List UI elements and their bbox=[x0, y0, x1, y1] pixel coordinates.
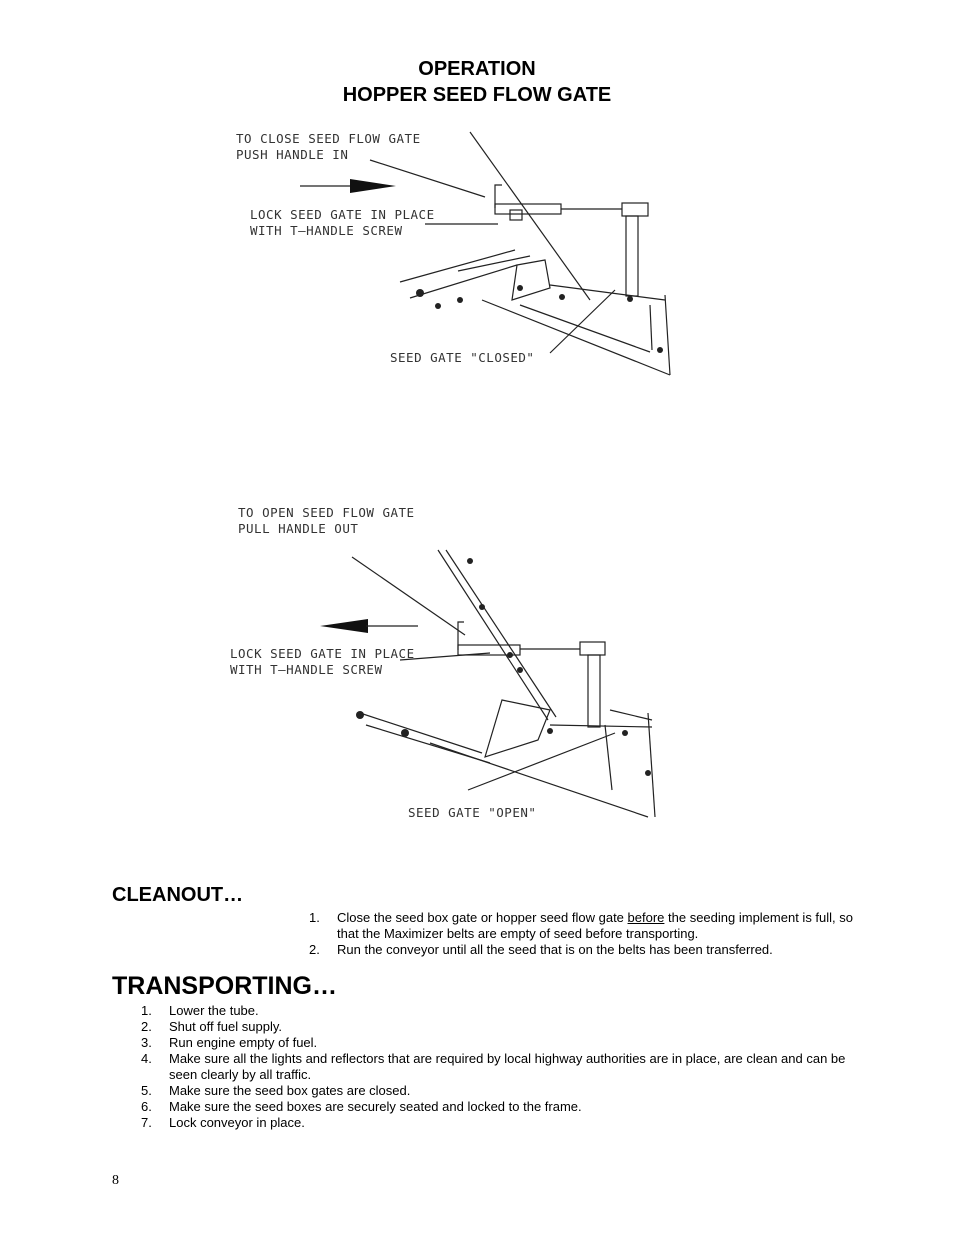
list-item-text: the seeding implement is full, so that the Maximizer belts are empty of seed before transporting. bbox=[337, 910, 854, 941]
hopper-mechanism-closed bbox=[370, 132, 670, 375]
pull-arrow-icon bbox=[320, 619, 418, 633]
list-item-number: 1. bbox=[309, 910, 320, 925]
list-item-number: 4. bbox=[141, 1051, 152, 1066]
fig2-open-label-line1: TO OPEN SEED FLOW GATE bbox=[238, 505, 415, 520]
fig2-lock-label-line1: LOCK SEED GATE IN PLACE bbox=[230, 646, 415, 661]
list-item-text: Make sure the seed box gates are closed. bbox=[169, 1083, 411, 1098]
list-item-text: Lock conveyor in place. bbox=[169, 1115, 305, 1130]
fig2-lock-label-line2: WITH T—HANDLE SCREW bbox=[230, 662, 383, 677]
list-item bbox=[141, 1019, 861, 1035]
list-item-text: Lower the tube. bbox=[169, 1003, 259, 1018]
fig1-close-label-line1: TO CLOSE SEED FLOW GATE bbox=[236, 131, 421, 146]
fig1-close-label-line2: PUSH HANDLE IN bbox=[236, 147, 349, 162]
list-item bbox=[141, 1083, 861, 1099]
list-item bbox=[309, 942, 857, 958]
page-number: 8 bbox=[112, 1173, 119, 1188]
list-item-number: 3. bbox=[141, 1035, 152, 1050]
cleanout-list bbox=[309, 910, 857, 958]
fig1-lock-label-line2: WITH T—HANDLE SCREW bbox=[250, 223, 403, 238]
list-item bbox=[141, 1115, 861, 1131]
list-item-text: Shut off fuel supply. bbox=[169, 1019, 282, 1034]
hopper-mechanism-open bbox=[352, 550, 655, 817]
seed-gate-closed-label: SEED GATE "CLOSED" bbox=[390, 350, 535, 365]
seed-gate-closed-diagram bbox=[220, 120, 720, 390]
list-item-number: 5. bbox=[141, 1083, 152, 1098]
transporting-heading: TRANSPORTING… bbox=[112, 972, 337, 1000]
list-item bbox=[141, 1051, 861, 1083]
list-item-text: Run engine empty of fuel. bbox=[169, 1035, 318, 1050]
seed-gate-open-diagram bbox=[220, 495, 720, 830]
emphasis-text: before bbox=[627, 910, 665, 925]
seed-gate-open-label: SEED GATE "OPEN" bbox=[408, 805, 537, 820]
list-item-number: 7. bbox=[141, 1115, 152, 1130]
list-item bbox=[309, 910, 857, 942]
list-item-number: 6. bbox=[141, 1099, 152, 1114]
list-item bbox=[141, 1035, 861, 1051]
fig1-lock-label-line1: LOCK SEED GATE IN PLACE bbox=[250, 207, 435, 222]
list-item-text: Run the conveyor until all the seed that is on the belts has been transferred. bbox=[337, 942, 773, 957]
push-arrow-icon bbox=[300, 179, 396, 193]
list-item-number: 2. bbox=[141, 1019, 152, 1034]
list-item-text: Close the seed box gate or hopper seed flow gate bbox=[337, 910, 628, 925]
list-item-number: 1. bbox=[141, 1003, 152, 1018]
list-item bbox=[141, 1099, 861, 1115]
transporting-list bbox=[141, 1003, 861, 1131]
list-item bbox=[141, 1003, 861, 1019]
cleanout-heading: CLEANOUT… bbox=[112, 884, 244, 906]
list-item-number: 2. bbox=[309, 942, 320, 957]
page-subtitle: HOPPER SEED FLOW GATE bbox=[342, 84, 612, 106]
fig2-open-label-line2: PULL HANDLE OUT bbox=[238, 521, 359, 536]
page-title: OPERATION bbox=[418, 58, 536, 80]
list-item-text: Make sure the seed boxes are securely seated and locked to the frame. bbox=[169, 1099, 582, 1114]
list-item-text: Make sure all the lights and reflectors that are required by local highway authorities are in place, are clean and can be seen clearly by all traffic. bbox=[169, 1051, 846, 1082]
